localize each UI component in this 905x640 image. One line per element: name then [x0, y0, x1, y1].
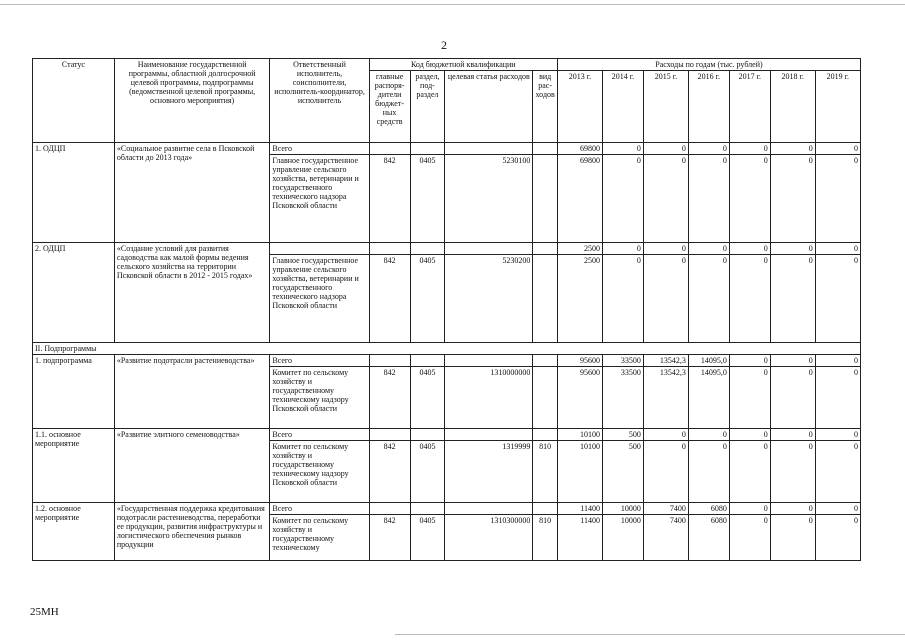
- bcc-type: [533, 367, 558, 429]
- value-cell: 13542,3: [643, 367, 688, 429]
- row-name: «Создание условий для развития садоводства как малой формы ведения сельского хозяйства на территории Псковской области в 2012 - 2015 годах»: [114, 243, 270, 343]
- bcc-main: 842: [369, 367, 410, 429]
- value-cell: 14095,0: [688, 355, 729, 367]
- bcc-type: [533, 255, 558, 343]
- value-cell: 0: [729, 515, 770, 561]
- value-cell: 11400: [557, 515, 602, 561]
- row-total-label: Всего: [270, 355, 369, 367]
- subprogram-total-row: [33, 429, 861, 441]
- row-status: 2. ОДЦП: [33, 243, 115, 343]
- scan-edge-bottom: [395, 634, 905, 635]
- row-executor: Комитет по сельскому хозяйству и государственному техническому надзору Псковской области: [270, 367, 369, 429]
- bcc-main: 842: [369, 155, 410, 243]
- row-total-label: Всего: [270, 429, 369, 441]
- bcc-type: [533, 155, 558, 243]
- value-cell: 0: [729, 143, 770, 155]
- section-title: II. Подпрограммы: [33, 343, 861, 355]
- value-cell: 0: [770, 255, 815, 343]
- value-cell: 0: [770, 503, 815, 515]
- value-cell: 0: [815, 515, 860, 561]
- scan-edge-top: [0, 4, 905, 5]
- program-total-row: [33, 243, 861, 255]
- value-cell: 14095,0: [688, 367, 729, 429]
- value-cell: 0: [602, 143, 643, 155]
- header-year: 2014 г.: [602, 71, 643, 143]
- value-cell: 2500: [557, 243, 602, 255]
- value-cell: 0: [770, 441, 815, 503]
- value-cell: 0: [643, 441, 688, 503]
- bcc-main: 842: [369, 255, 410, 343]
- header-year: 2013 г.: [557, 71, 602, 143]
- value-cell: 7400: [643, 515, 688, 561]
- header-executor: Ответственный исполнитель, соисполнители, исполнитель-координатор, исполнитель: [270, 59, 369, 143]
- value-cell: 6080: [688, 503, 729, 515]
- bcc-target: 1310000000: [445, 367, 533, 429]
- value-cell: 0: [688, 429, 729, 441]
- value-cell: 500: [602, 441, 643, 503]
- value-cell: 0: [729, 355, 770, 367]
- value-cell: 0: [643, 155, 688, 243]
- row-executor: Комитет по сельскому хозяйству и государственному техническому надзору Псковской области: [270, 441, 369, 503]
- value-cell: 0: [729, 441, 770, 503]
- value-cell: 10100: [557, 441, 602, 503]
- header-bcc-main: главные распоря-дители бюджет-ных средств: [369, 71, 410, 143]
- row-name: «Развитие элитного семеноводства»: [114, 429, 270, 503]
- row-status: 1.2. основное мероприятие: [33, 503, 115, 561]
- value-cell: 2500: [557, 255, 602, 343]
- subprogram-total-row: [33, 355, 861, 367]
- header-name: Наименование государственной программы, областной долгосрочной целевой программы, подпрограммы (ведомственной целевой программы, основного мероприятия): [114, 59, 270, 143]
- value-cell: 0: [815, 255, 860, 343]
- value-cell: 0: [602, 255, 643, 343]
- program-total-row: [33, 143, 861, 155]
- bcc-section: 0405: [410, 441, 445, 503]
- value-cell: 0: [815, 155, 860, 243]
- page-number: 2: [441, 38, 447, 52]
- row-total-label: Всего: [270, 143, 369, 155]
- bcc-main: 842: [369, 441, 410, 503]
- value-cell: 0: [688, 143, 729, 155]
- value-cell: 0: [770, 243, 815, 255]
- value-cell: 69800: [557, 143, 602, 155]
- value-cell: 0: [602, 243, 643, 255]
- header-bcc-group: Код бюджетной квалификации: [369, 59, 557, 71]
- value-cell: 0: [729, 503, 770, 515]
- header-year: 2015 г.: [643, 71, 688, 143]
- subprogram-total-row: [33, 503, 861, 515]
- value-cell: 0: [729, 243, 770, 255]
- row-status: 1. подпрограмма: [33, 355, 115, 429]
- value-cell: 0: [815, 143, 860, 155]
- value-cell: 10100: [557, 429, 602, 441]
- value-cell: 0: [815, 441, 860, 503]
- budget-table: [32, 58, 861, 561]
- section-row: [33, 343, 861, 355]
- bcc-type: 810: [533, 515, 558, 561]
- value-cell: 11400: [557, 503, 602, 515]
- bcc-main: 842: [369, 515, 410, 561]
- value-cell: 0: [688, 155, 729, 243]
- value-cell: 33500: [602, 367, 643, 429]
- value-cell: 0: [770, 515, 815, 561]
- value-cell: 0: [602, 155, 643, 243]
- header-bcc-section: раздел, под-раздел: [410, 71, 445, 143]
- header-expenses-group: Расходы по годам (тыс. рублей): [557, 59, 860, 71]
- bcc-target: 1319999: [445, 441, 533, 503]
- value-cell: 0: [688, 255, 729, 343]
- value-cell: 0: [729, 429, 770, 441]
- bcc-section: 0405: [410, 155, 445, 243]
- row-status: 1.1. основное мероприятие: [33, 429, 115, 503]
- header-year: 2018 г.: [770, 71, 815, 143]
- value-cell: 33500: [602, 355, 643, 367]
- value-cell: 0: [815, 367, 860, 429]
- bcc-target: 5230200: [445, 255, 533, 343]
- header-row-top: [33, 59, 861, 71]
- bcc-target: 5230100: [445, 155, 533, 243]
- header-bcc-type: вид рас-ходов: [533, 71, 558, 143]
- value-cell: 0: [815, 243, 860, 255]
- bcc-section: 0405: [410, 367, 445, 429]
- header-status: Статус: [33, 59, 115, 143]
- header-bcc-target: целевая статья расходов: [445, 71, 533, 143]
- row-total-label: Всего: [270, 503, 369, 515]
- value-cell: 7400: [643, 503, 688, 515]
- header-year: 2016 г.: [688, 71, 729, 143]
- bcc-target: 1310300000: [445, 515, 533, 561]
- value-cell: 0: [815, 355, 860, 367]
- row-status: 1. ОДЦП: [33, 143, 115, 243]
- row-executor: Главное государственное управление сельского хозяйства, ветеринарии и государственного технического надзора Псковской области: [270, 155, 369, 243]
- row-name: «Социальное развитие села в Псковской области до 2013 года»: [114, 143, 270, 243]
- value-cell: 0: [643, 243, 688, 255]
- bcc-section: 0405: [410, 515, 445, 561]
- value-cell: 0: [688, 441, 729, 503]
- value-cell: 0: [729, 367, 770, 429]
- bcc-section: 0405: [410, 255, 445, 343]
- value-cell: 0: [688, 243, 729, 255]
- header-year: 2019 г.: [815, 71, 860, 143]
- value-cell: 0: [729, 155, 770, 243]
- value-cell: 13542,3: [643, 355, 688, 367]
- row-name: «Государственная поддержка кредитования подотрасли растениеводства, переработки ее продукции, развития инфраструктуры и логистического обеспечения рынков продукции: [114, 503, 270, 561]
- footer-code: 25МН: [30, 606, 59, 618]
- row-total-label: [270, 243, 369, 255]
- value-cell: 10000: [602, 503, 643, 515]
- value-cell: 0: [770, 155, 815, 243]
- row-executor: Главное государственное управление сельского хозяйства, ветеринарии и государственного технического надзора Псковской области: [270, 255, 369, 343]
- value-cell: 0: [643, 255, 688, 343]
- value-cell: 69800: [557, 155, 602, 243]
- value-cell: 95600: [557, 355, 602, 367]
- value-cell: 0: [770, 367, 815, 429]
- value-cell: 0: [643, 429, 688, 441]
- value-cell: 95600: [557, 367, 602, 429]
- row-name: «Развитие подотрасли растениеводства»: [114, 355, 270, 429]
- value-cell: 6080: [688, 515, 729, 561]
- value-cell: 0: [643, 143, 688, 155]
- value-cell: 0: [770, 143, 815, 155]
- value-cell: 500: [602, 429, 643, 441]
- bcc-type: 810: [533, 441, 558, 503]
- value-cell: 10000: [602, 515, 643, 561]
- header-year: 2017 г.: [729, 71, 770, 143]
- value-cell: 0: [729, 255, 770, 343]
- row-executor: Комитет по сельскому хозяйству и государственному техническому: [270, 515, 369, 561]
- value-cell: 0: [770, 355, 815, 367]
- value-cell: 0: [770, 429, 815, 441]
- value-cell: 0: [815, 429, 860, 441]
- value-cell: 0: [815, 503, 860, 515]
